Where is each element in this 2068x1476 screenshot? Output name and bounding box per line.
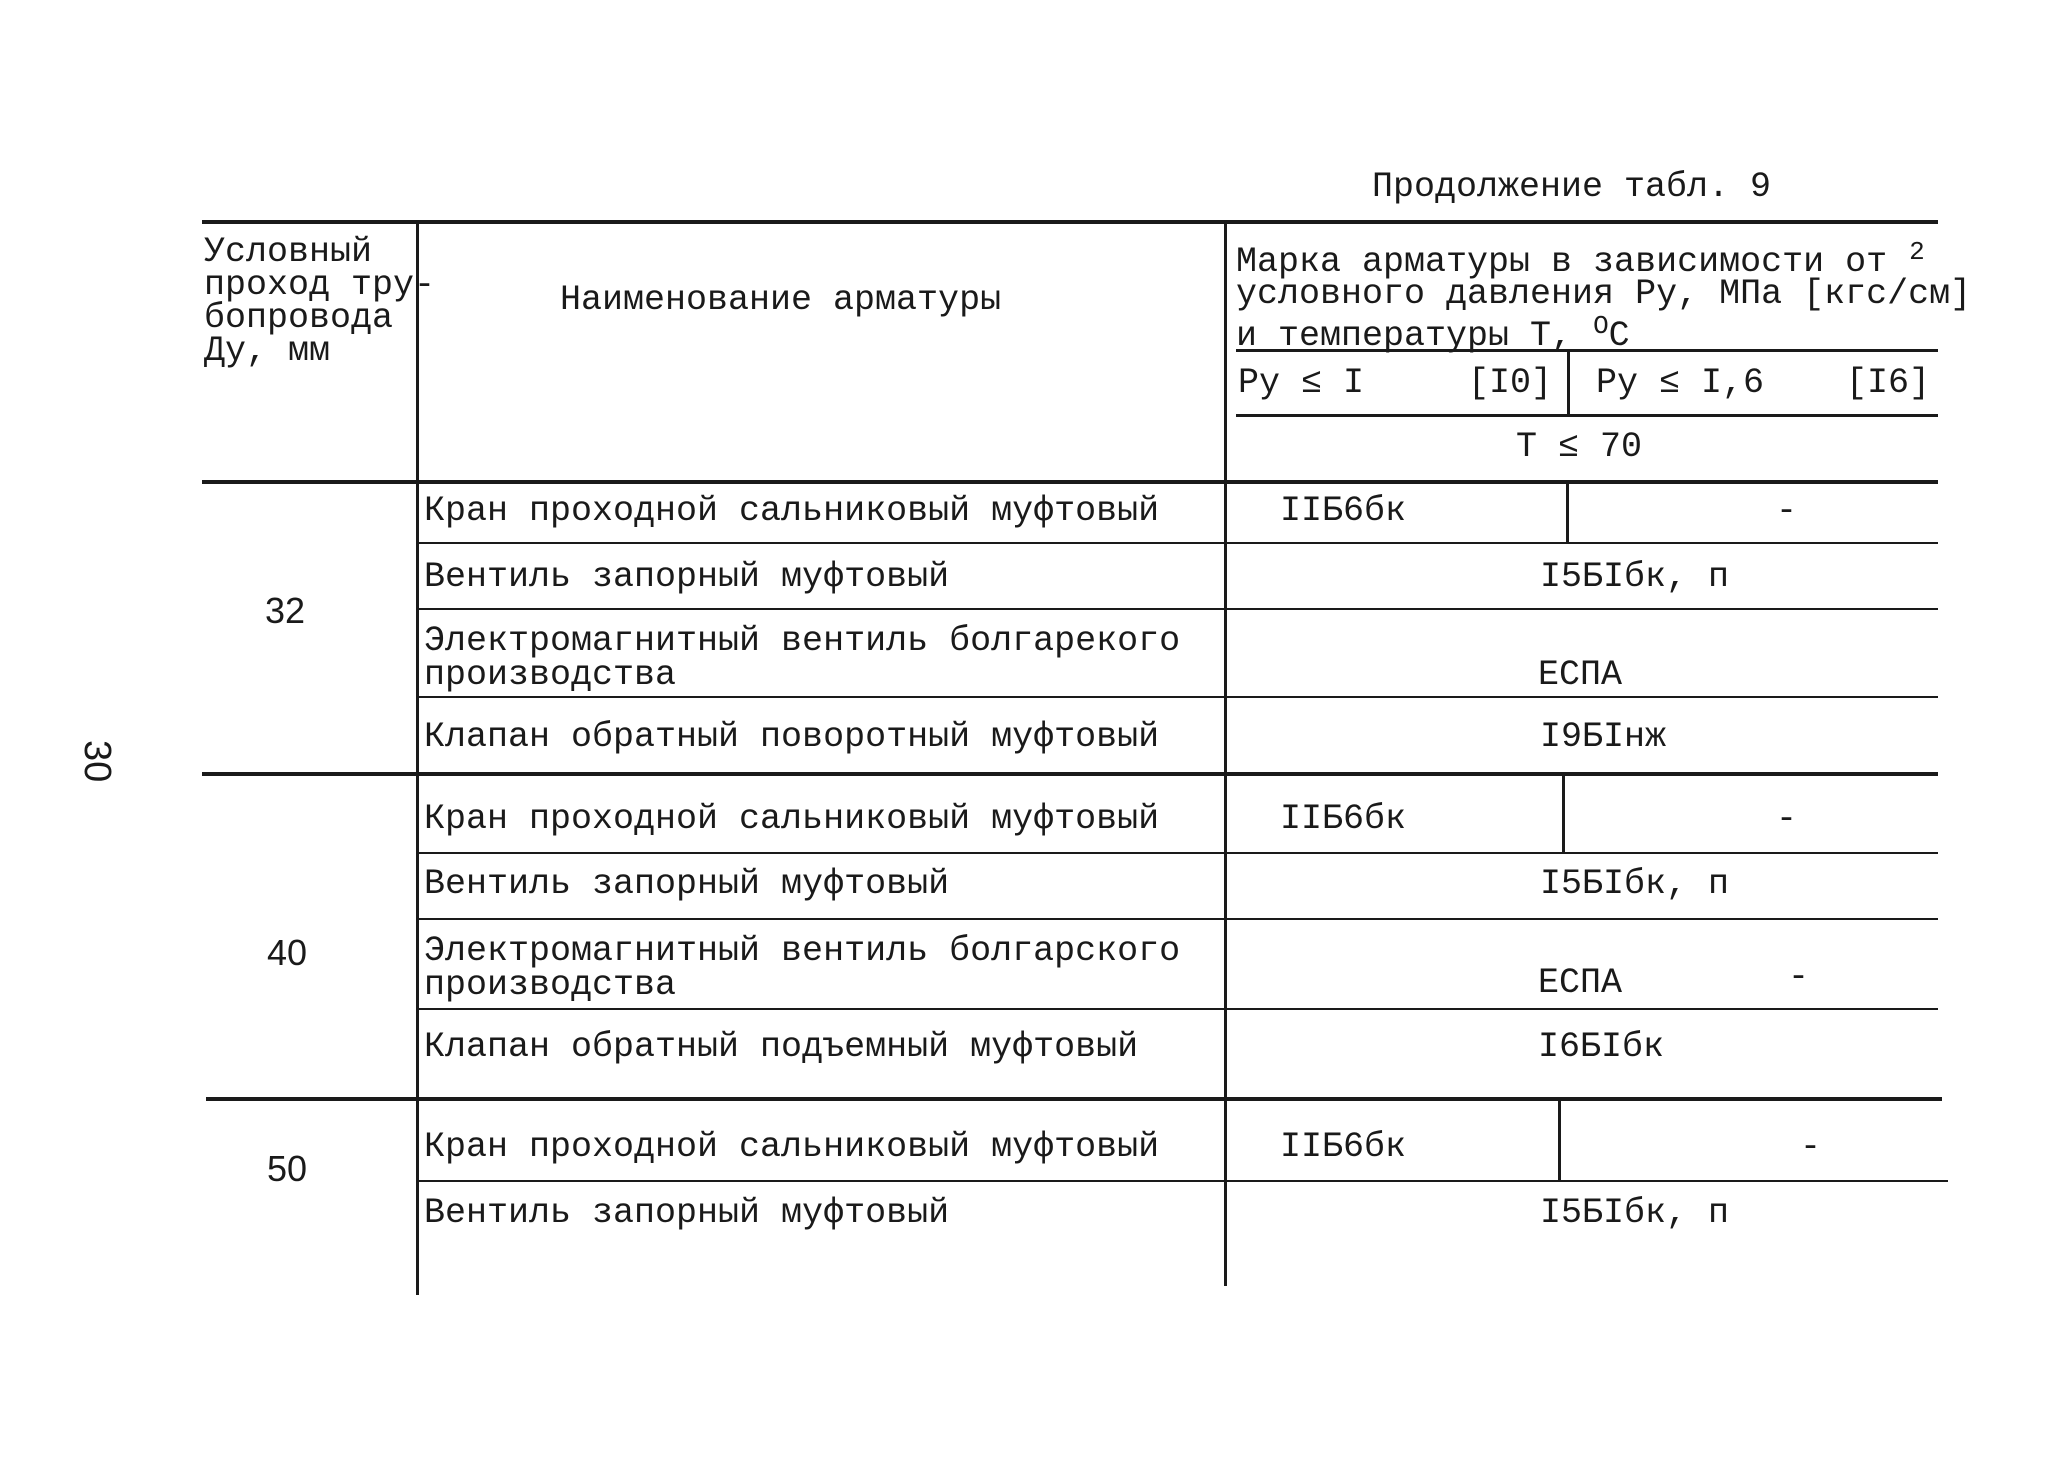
armature-mark: I6БIбк: [1538, 1027, 1665, 1067]
row-split-divider: [1558, 1099, 1561, 1181]
temperature-label: Т ≤ 70: [1516, 427, 1643, 467]
header-subline-2: [1236, 414, 1938, 417]
du-value: 32: [265, 590, 306, 631]
header-name: Наименование арматуры: [560, 280, 1002, 320]
armature-name: Вентиль запорный муфтовый: [424, 864, 950, 904]
row-line: [418, 542, 1938, 544]
armature-name: Кран проходной сальниковый муфтовый: [424, 1127, 1160, 1167]
armature-mark: IIБ6бк: [1280, 491, 1407, 531]
row-line: [418, 852, 1938, 854]
group-separator-50: [206, 1097, 1942, 1101]
armature-mark: ЕСПА: [1538, 963, 1623, 1003]
page-number: 30: [76, 740, 118, 783]
degree-sign: О: [1593, 311, 1609, 341]
armature-name: Кран проходной сальниковый муфтовый: [424, 491, 1160, 531]
armature-name-line: производства: [424, 965, 677, 1005]
armature-mark-empty: -: [1776, 491, 1798, 531]
armature-name: Клапан обратный подъемный муфтовый: [424, 1027, 1139, 1067]
header-du-line: бопровода: [204, 298, 394, 338]
armature-mark: I5БIбк, п: [1540, 557, 1730, 597]
top-border: [202, 220, 1938, 224]
armature-name: [424, 931, 1181, 1005]
armature-mark-empty: -: [1800, 1127, 1822, 1167]
armature-name: Вентиль запорный муфтовый: [424, 1193, 950, 1233]
du-value: 40: [267, 932, 308, 973]
column-divider-1: [416, 222, 419, 1295]
header-mark-line: Марка арматуры в зависимости от: [1236, 242, 1888, 282]
header-mark-line: условного давления Ру, МПа [кгс/см: [1236, 274, 1951, 314]
row-line: [418, 696, 1938, 698]
armature-name: Вентиль запорный муфтовый: [424, 557, 950, 597]
pressure-2-value: [I6]: [1846, 363, 1931, 403]
row-line: [418, 1008, 1938, 1010]
header-du: [204, 232, 436, 371]
column-divider-2: [1224, 222, 1227, 1286]
armature-mark: ЕСПА: [1538, 655, 1623, 695]
armature-name-line: производства: [424, 655, 677, 695]
row-line: [418, 1180, 1948, 1182]
armature-mark: I5БIбк, п: [1540, 864, 1730, 904]
row-line: [418, 918, 1938, 920]
header-du-line: проход тру-: [204, 265, 436, 305]
row-split-divider: [1562, 774, 1565, 853]
armature-mark-extra: -: [1788, 957, 1810, 997]
armature-name: Кран проходной сальниковый муфтовый: [424, 799, 1160, 839]
header-pressure-divider: [1567, 351, 1570, 414]
group-separator-40: [202, 772, 1938, 776]
armature-mark: I5БIбк, п: [1540, 1193, 1730, 1233]
header-du-line: Условный: [204, 232, 373, 272]
pressure-1-value: [I0]: [1468, 363, 1553, 403]
armature-name-line: Электромагнитный вентиль болгарекого: [424, 621, 1181, 661]
row-line: [418, 608, 1938, 610]
du-value: 50: [267, 1148, 308, 1189]
header-du-line: Ду, мм: [204, 331, 331, 371]
row-split-divider: [1566, 483, 1569, 543]
armature-name: Клапан обратный поворотный муфтовый: [424, 717, 1160, 757]
armature-mark-empty: -: [1776, 799, 1798, 839]
table-caption: Продолжение табл. 9: [1372, 167, 1772, 207]
header-bottom-border: [202, 480, 1938, 484]
armature-name-line: Электромагнитный вентиль болгарского: [424, 931, 1181, 971]
header-mark: [1236, 236, 1972, 356]
armature-mark: IIБ6бк: [1280, 799, 1407, 839]
celsius-c: С: [1608, 316, 1630, 356]
armature-mark: IIБ6бк: [1280, 1127, 1407, 1167]
pressure-1-label: Ру ≤ I: [1238, 363, 1365, 403]
bracket-close: ]: [1950, 274, 1972, 314]
pressure-2-label: Ру ≤ I,6: [1596, 363, 1765, 403]
header-mark-line: и температуры Т,: [1236, 316, 1594, 356]
armature-name: [424, 621, 1181, 695]
superscript-2: 2: [1909, 237, 1925, 267]
armature-mark: I9БIнж: [1540, 717, 1667, 757]
